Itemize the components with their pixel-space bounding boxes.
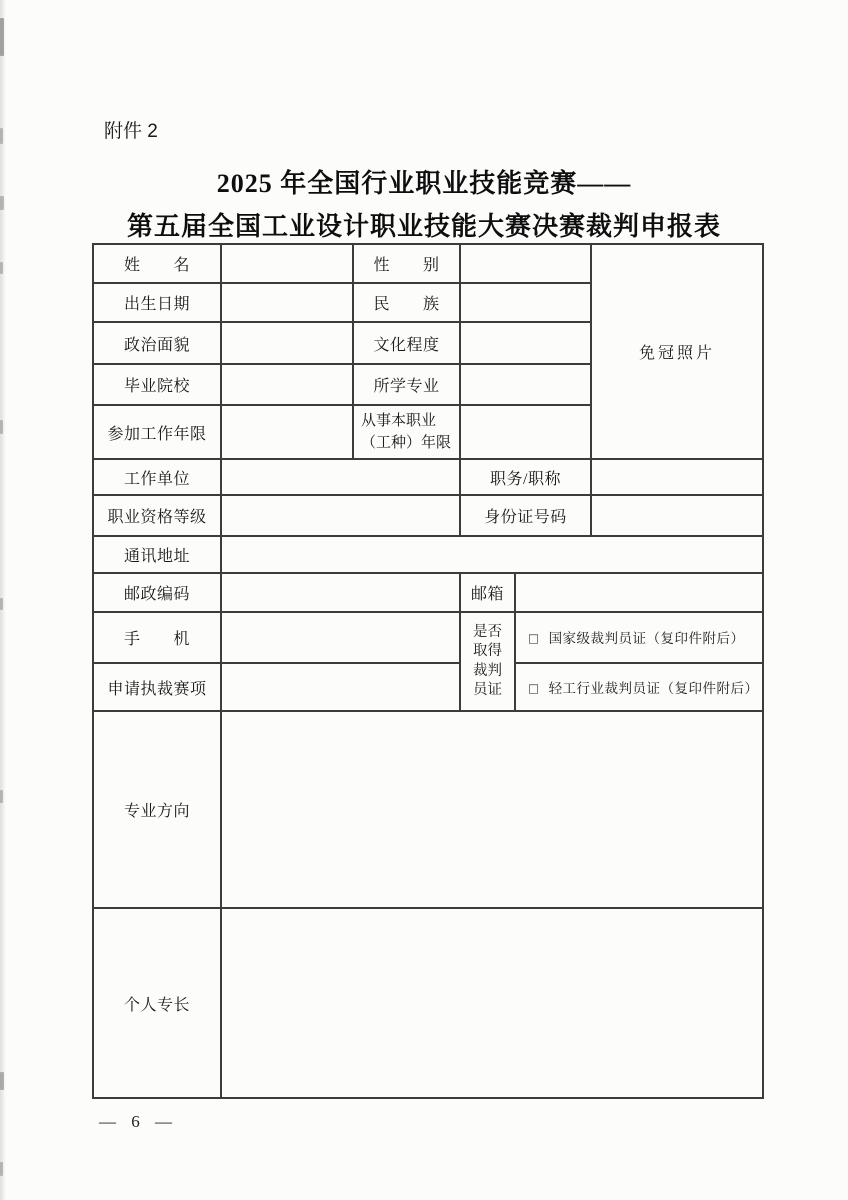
label-work-years: 参加工作年限: [93, 405, 221, 459]
label-occupation-years-line1: 从事本职业: [361, 412, 437, 429]
value-applied-event: [221, 663, 460, 711]
label-professional-direction: 专业方向: [93, 711, 221, 908]
value-mailing-address: [221, 536, 763, 573]
label-email: 邮箱: [460, 573, 515, 612]
value-work-years: [221, 405, 353, 459]
checkbox-light-industry-icon: □: [529, 681, 539, 697]
label-graduate-school: 毕业院校: [93, 364, 221, 405]
label-mobile: 手 机: [93, 612, 221, 663]
label-judge-cert-question: [460, 612, 515, 711]
document-title-line2: 第五届全国工业设计职业技能大赛决赛裁判申报表: [126, 212, 721, 241]
scan-artifact: [0, 790, 3, 803]
scan-artifact: [0, 18, 4, 56]
cert-option-national: [515, 612, 763, 663]
table-row: [93, 459, 763, 495]
table-row: [93, 573, 763, 612]
label-occupation-years: [353, 405, 460, 459]
value-professional-direction: [221, 711, 763, 908]
label-mailing-address: 通讯地址: [93, 536, 221, 573]
value-personal-specialty: [221, 908, 763, 1098]
application-form-table: [92, 243, 764, 1099]
table-row: [93, 663, 763, 711]
attachment-label: 附件 2: [104, 121, 158, 142]
cert-option-national-label: 国家级裁判员证（复印件附后）: [548, 631, 745, 646]
label-name: 姓 名: [93, 244, 221, 283]
cert-option-light-industry: [515, 663, 763, 711]
value-id-number: [591, 495, 763, 536]
value-gender: [460, 244, 591, 283]
cert-option-light-industry-label: 轻工行业裁判员证（复印件附后）: [548, 680, 759, 696]
judge-cert-line: 员证: [473, 681, 502, 698]
value-ethnicity: [460, 283, 591, 322]
table-row: [93, 612, 763, 663]
value-education-level: [460, 322, 591, 364]
judge-cert-line: 裁判: [473, 662, 502, 679]
document-title: [0, 162, 848, 248]
value-graduate-school: [221, 364, 353, 405]
table-row: [93, 711, 763, 908]
value-birth-date: [221, 283, 353, 322]
label-ethnicity: 民 族: [353, 283, 460, 322]
scan-artifact: [0, 1072, 4, 1090]
label-birth-date: 出生日期: [93, 283, 221, 322]
label-postal-code: 邮政编码: [93, 573, 221, 612]
label-qualification-level: 职业资格等级: [93, 495, 221, 536]
value-qualification-level: [221, 495, 460, 536]
table-row: [93, 908, 763, 1098]
scan-artifact: [0, 262, 3, 274]
value-email: [515, 573, 763, 612]
label-gender: 性 别: [353, 244, 460, 283]
table-row: [93, 536, 763, 573]
label-position-title: 职务/职称: [460, 459, 591, 495]
label-personal-specialty: 个人专长: [93, 908, 221, 1098]
judge-cert-line: 取得: [473, 643, 502, 660]
value-position-title: [591, 459, 763, 495]
value-major: [460, 364, 591, 405]
scan-artifact: [0, 598, 3, 610]
value-political-status: [221, 322, 353, 364]
label-education-level: 文化程度: [353, 322, 460, 364]
checkbox-national-icon: □: [529, 631, 539, 648]
scan-artifact: [0, 1162, 3, 1176]
document-title-line1: 2025 年全国行业职业技能竞赛——: [216, 169, 632, 198]
label-applied-event: 申请执裁赛项: [93, 663, 221, 711]
value-occupation-years: [460, 405, 591, 459]
label-political-status: 政治面貌: [93, 322, 221, 364]
value-work-unit: [221, 459, 460, 495]
table-row: [93, 495, 763, 536]
value-mobile: [221, 612, 460, 663]
photo-placeholder: 免冠照片: [591, 244, 763, 459]
scan-artifact: [0, 128, 3, 144]
table-row: [93, 244, 763, 283]
value-postal-code: [221, 573, 460, 612]
label-occupation-years-line2: （工种）年限: [361, 435, 452, 451]
judge-cert-line: 是否: [473, 624, 502, 641]
label-work-unit: 工作单位: [93, 459, 221, 495]
page-number: — 6 —: [99, 1112, 172, 1131]
value-name: [221, 244, 353, 283]
scan-artifact: [0, 420, 3, 434]
label-id-number: 身份证号码: [460, 495, 591, 536]
label-major: 所学专业: [353, 364, 460, 405]
